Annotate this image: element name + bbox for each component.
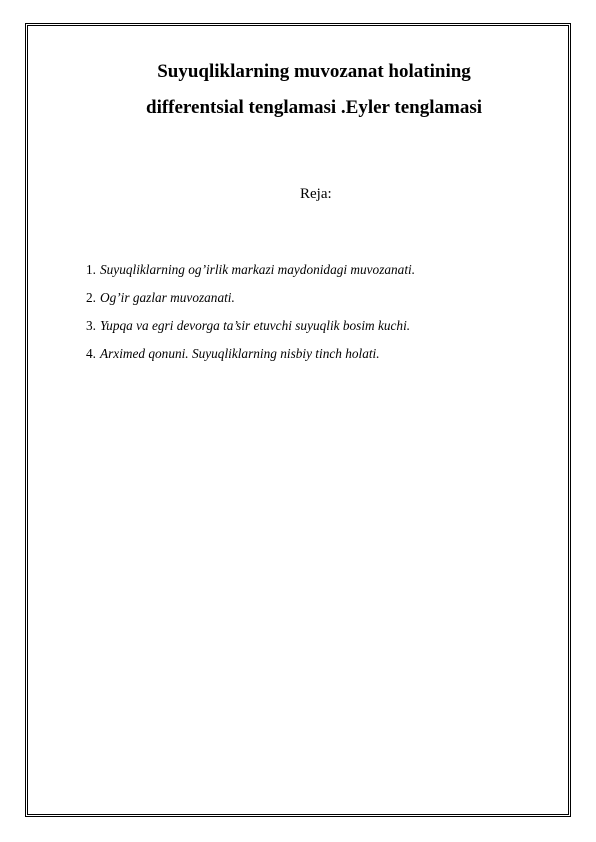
- page-border: [25, 23, 571, 817]
- plan-heading: Reja:: [300, 186, 332, 202]
- plan-item-number: 2.: [86, 290, 96, 305]
- plan-list: [86, 260, 415, 372]
- plan-item-number: 4.: [86, 346, 96, 361]
- plan-item-4: [86, 344, 415, 372]
- plan-item-text: Arximed qonuni. Suyuqliklarning nisbiy tinch holati.: [100, 346, 380, 361]
- document-title-line-1: Suyuqliklarning muvozanat holatining: [157, 61, 471, 82]
- plan-item-text: Suyuqliklarning og’irlik markazi maydonidagi muvozanati.: [100, 262, 416, 277]
- plan-item-number: 3.: [86, 318, 96, 333]
- plan-item-text: Og’ir gazlar muvozanati.: [100, 290, 235, 305]
- document-title-line-2: differentsial tenglamasi .Eyler tenglamasi: [146, 97, 482, 118]
- plan-item-number: 1.: [86, 262, 96, 277]
- plan-item-1: [86, 260, 415, 288]
- plan-item-text: Yupqa va egri devorga ta’sir etuvchi suyuqlik bosim kuchi.: [100, 318, 411, 333]
- plan-item-2: [86, 288, 415, 316]
- plan-item-3: [86, 316, 415, 344]
